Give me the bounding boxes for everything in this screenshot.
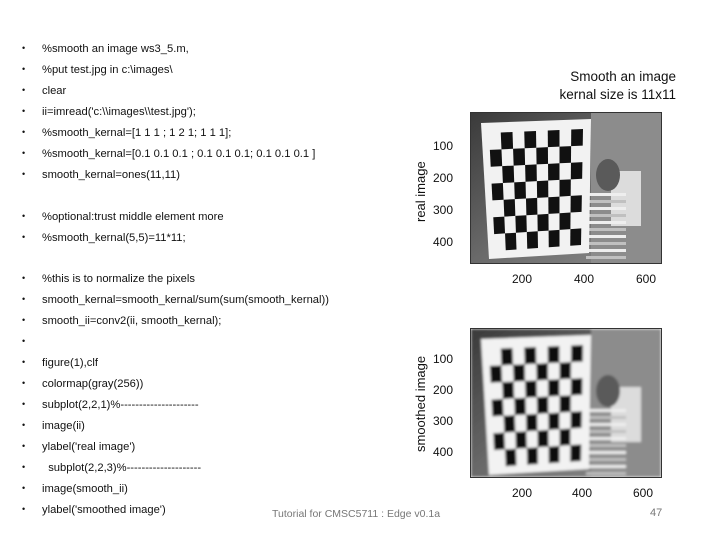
bullet-icon: • (22, 357, 26, 367)
code-line-text: image(ii) (42, 420, 85, 432)
bullet-icon: • (22, 504, 26, 514)
bullet-icon: • (22, 399, 26, 409)
xtick: 400 (574, 272, 595, 286)
code-line-text: %this is to normalize the pixels (42, 273, 195, 285)
ytick: 400 (433, 445, 454, 459)
ytick: 200 (433, 383, 454, 397)
code-bullet (22, 104, 196, 119)
code-line-text: smooth_kernal=smooth_kernal/sum(sum(smooth_kernal)) (42, 294, 329, 306)
code-line-text: subplot(2,2,3)%-------------------- (42, 462, 202, 474)
smoothed-image (470, 328, 662, 478)
xtick: 600 (636, 272, 657, 286)
code-bullet (22, 502, 166, 517)
bullet-icon: • (22, 273, 26, 283)
code-line-text: figure(1),clf (42, 357, 98, 369)
ytick: 200 (433, 171, 454, 185)
photo-content (471, 329, 661, 477)
code-line-text: %put test.jpg in c:\images\ (42, 64, 173, 76)
code-line-text: %smooth_kernal=[0.1 0.1 0.1 ; 0.1 0.1 0.1; 0.1 0.1 0.1 ] (42, 148, 316, 160)
page-number: 47 (650, 507, 663, 519)
code-bullet (22, 334, 42, 349)
bullet-icon: • (22, 169, 26, 179)
bullet-icon: • (22, 211, 26, 221)
xtick: 200 (512, 486, 533, 500)
code-bullet (22, 209, 224, 224)
code-bullet (22, 83, 66, 98)
real-image (470, 112, 662, 264)
photo-content (471, 113, 661, 263)
bullet-icon: • (22, 106, 26, 116)
ytick: 100 (433, 139, 454, 153)
code-bullet-list (22, 0, 422, 540)
code-bullet (22, 481, 128, 496)
code-bullet (22, 418, 85, 433)
code-line-text: %optional:trust middle element more (42, 211, 224, 223)
code-bullet (22, 313, 221, 328)
bullet-icon: • (22, 294, 26, 304)
ytick: 100 (433, 352, 454, 366)
bullet-icon: • (22, 441, 26, 451)
bullet-icon: • (22, 315, 26, 325)
title-line-1: Smooth an image (570, 69, 676, 84)
bullet-icon: • (22, 483, 26, 493)
bullet-icon: • (22, 336, 26, 346)
code-line-text: colormap(gray(256)) (42, 378, 144, 390)
code-bullet (22, 376, 143, 391)
bullet-icon: • (22, 420, 26, 430)
code-line-text: ylabel('real image') (42, 441, 136, 453)
ytick: 400 (433, 235, 454, 249)
real-image-ylabel: real image (413, 161, 428, 222)
code-line-text: ii=imread('c:\\images\\test.jpg'); (42, 106, 196, 118)
code-bullet (22, 397, 199, 412)
code-bullet (22, 292, 329, 307)
code-line-text: %smooth_kernal(5,5)=11*11; (42, 232, 186, 244)
bullet-icon: • (22, 232, 26, 242)
slide-footer: Tutorial for CMSC5711 : Edge v0.1a (272, 508, 441, 520)
bullet-icon: • (22, 148, 26, 158)
code-bullet (22, 271, 195, 286)
code-bullet (22, 230, 186, 245)
code-line-text: %smooth an image ws3_5.m, (42, 43, 189, 55)
code-line-text: clear (42, 85, 67, 97)
ytick: 300 (433, 414, 454, 428)
ytick: 300 (433, 203, 454, 217)
code-line-text: %smooth_kernal=[1 1 1 ; 1 2 1; 1 1 1]; (42, 127, 232, 139)
code-bullet (22, 167, 180, 182)
code-bullet (22, 355, 98, 370)
code-bullet (22, 41, 189, 56)
code-bullet (22, 125, 231, 140)
xtick: 200 (512, 272, 533, 286)
code-line-text: ylabel('smoothed image') (42, 504, 166, 516)
code-bullet (22, 439, 135, 454)
xtick: 400 (572, 486, 593, 500)
code-line-text: smooth_kernal=ones(11,11) (42, 169, 180, 181)
slide-title (559, 68, 676, 104)
code-bullet (22, 62, 173, 77)
bullet-icon: • (22, 64, 26, 74)
bullet-icon: • (22, 378, 26, 388)
code-line-text: smooth_ii=conv2(ii, smooth_kernal); (42, 315, 222, 327)
bullet-icon: • (22, 85, 26, 95)
bullet-icon: • (22, 43, 26, 53)
code-line-text: image(smooth_ii) (42, 483, 128, 495)
smoothed-image-ylabel: smoothed image (413, 355, 428, 452)
title-line-2: kernal size is 11x11 (559, 87, 676, 102)
code-bullet (22, 460, 201, 475)
code-line-text: subplot(2,2,1)%--------------------- (42, 399, 199, 411)
xtick: 600 (633, 486, 654, 500)
code-bullet (22, 146, 315, 161)
bullet-icon: • (22, 462, 26, 472)
bullet-icon: • (22, 127, 26, 137)
